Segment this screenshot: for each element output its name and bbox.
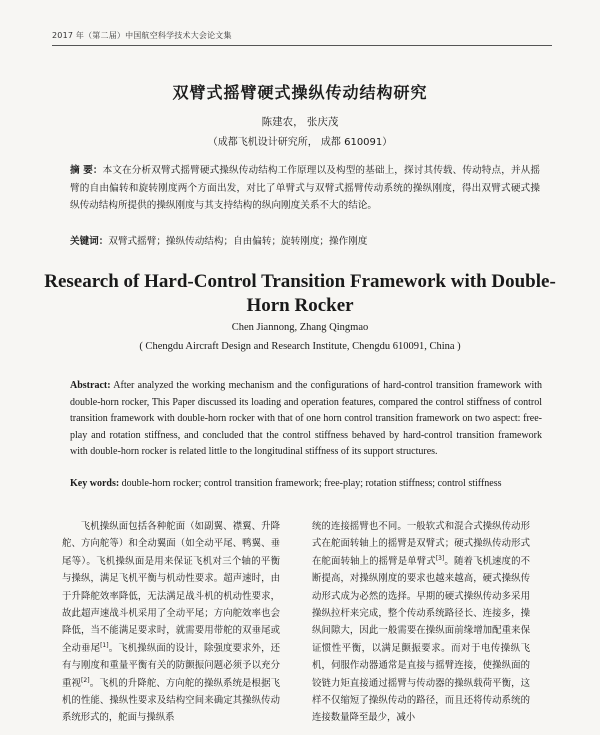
english-abstract-label: Abstract: [70,380,111,391]
left-column-text-2: 。飞机操纵面的设计，除强度要求外，还有与刚度和重量平衡有关的防颤振问题必须予以充分重视 [62,642,280,689]
english-keywords-text: double-horn rocker; control transition framework; free-play; rotation stiffness; control stiffness [121,478,502,489]
header-rule [52,45,552,46]
left-column-text-1: 飞机操纵面包括各种舵面（如副翼、襟翼、升降舵、方向舵等）和全动翼面（如全动平尾、鸭翼、垂尾等）。飞机操纵面是用来保证飞机对三个轴的平衡与操纵，满足飞机平衡与机动性要求。超声速时，由于升降舵效率降低，无法满足战斗机的机动性要求，故此超声速战斗机采用了全动平尾；方向舵效率也会降低，当不能满足要求时，就需要用带舵的双垂尾或全动垂尾 [62,521,280,654]
chinese-abstract-label: 摘 要： [70,165,103,176]
running-header: 2017 年（第二届）中国航空科学技术大会论文集 [52,31,232,40]
citation-1: [1] [100,641,109,649]
english-keywords-label: Key words: [70,478,120,489]
chinese-abstract [70,162,540,215]
chinese-abstract-text: 本文在分析双臂式摇臂硬式操纵传动结构工作原理以及构型的基础上，探讨其传载、传动特点，并从摇臂的自由偏转和旋转刚度两个方面出发，对比了单臂式与双臂式摇臂传动系统的操纵刚度，得出双臂式硬式操纵传动结构所提供的操纵刚度与其支持结构的纵向刚度关系不大的结论。 [70,165,541,212]
chinese-title: 双臂式摇臂硬式操纵传动结构研究 [172,83,428,102]
chinese-keywords [70,234,540,250]
citation-2: [2] [81,676,90,684]
chinese-keywords-label: 关键词： [70,236,109,247]
chinese-keywords-text: 双臂式摇臂；操纵传动结构；自由偏转；旋转刚度；操作刚度 [108,236,368,247]
right-column-text-1: 统的连接摇臂也不同。一般软式和混合式操纵传动形式在舵面转轴上的摇臂是双臂式；硬式操纵传动形式在舵面转轴上的摇臂是单臂式 [312,521,530,567]
left-column-text-3: 。飞机的升降舵、方向舵的操纵系统是根据飞机的性能、操纵性要求及结构空间来确定其操纵传动系统形式的，舵面与操纵系 [62,677,280,724]
english-abstract [70,378,542,461]
english-title: Research of Hard-Control Transition Framework with Double- Horn Rocker [44,271,556,316]
citation-3: [3] [435,554,445,562]
english-abstract-text: After analyzed the working mechanism and the configurations of hard-control transition framework with double-horn rocker, This Paper discussed its loading and operation features, compared the control stiffness of control transition framework with double-horn rocker with that of one horn control transition framework on two aspect: free-play and rotation stiffness, and concluded that the control stiffness behaved by hard-control transition framework with double-horn rocker is related little to the longitudinal stiffness of its support structures. [70,380,542,457]
english-keywords [70,476,542,492]
english-affiliation: ( Chengdu Aircraft Design and Research Institute, Chengdu 610091, China ) [139,341,461,352]
right-column-text-2: 。随着飞机速度的不断提高，对操纵刚度的要求也越来越高，硬式操纵传动形式成为必然的选择。早期的硬式操纵传动多采用操纵拉杆来完成，整个传动系统路径长、连接多，操纵间隙大，因此一般需要在操纵面前缘增加配重来保证惯性平衡，以满足颤振要求。而对于电传操纵飞机，伺服作动器通常是直接与摇臂连接，使操纵面的铰链力矩直接通过摇臂与传动器的操纵载荷平衡，这样不仅缩短了操纵传动的路径，而且还将传动系统的连接数量降至最少，减小 [312,555,530,724]
chinese-affiliation: （成都飞机设计研究所， 成都 610091） [207,137,393,148]
english-authors: Chen Jiannong, Zhang Qingmao [231,322,369,333]
chinese-authors: 陈建农， 张庆茂 [261,116,339,128]
body-left-column [62,518,280,727]
body-right-column [312,518,530,727]
